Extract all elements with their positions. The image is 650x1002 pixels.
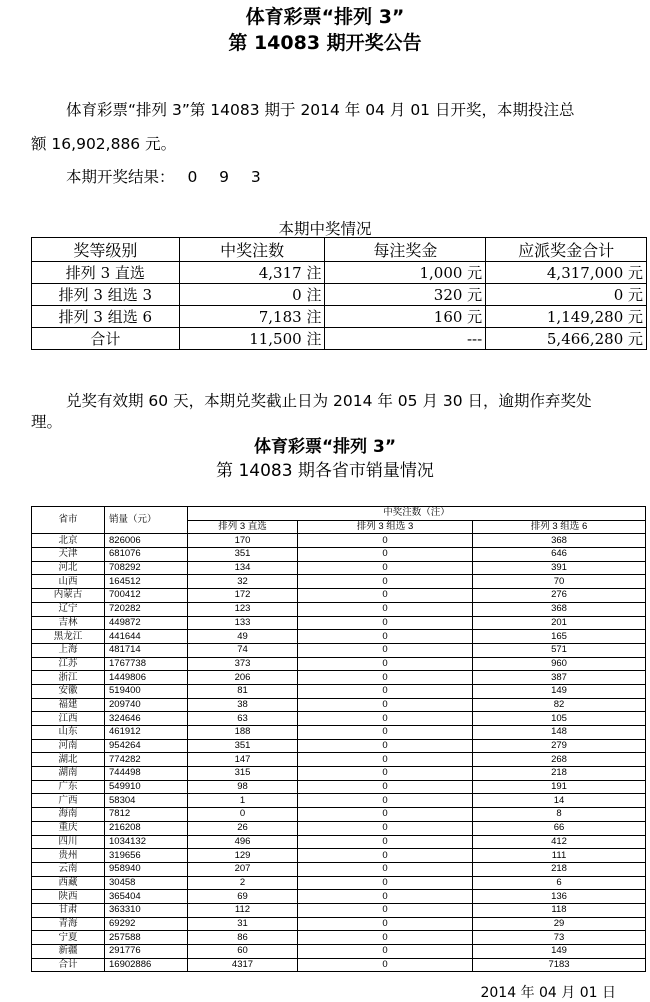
sales-cell: 519400: [105, 684, 188, 698]
sales-cell: 7812: [105, 808, 188, 822]
group3-header: 排列 3 组选 3: [298, 520, 473, 534]
group3-count-cell: 0: [298, 616, 473, 630]
group3-count-cell: 0: [298, 602, 473, 616]
group6-count-cell: 218: [473, 767, 646, 781]
sales-cell: 324646: [105, 712, 188, 726]
prize-count-cell: 0 注: [179, 284, 325, 306]
group6-count-cell: 191: [473, 780, 646, 794]
prize-total-cell: 1,149,280 元: [486, 306, 647, 328]
group3-count-cell: 0: [298, 561, 473, 575]
prize-table-row: [32, 284, 647, 306]
province-cell: 四川: [32, 835, 105, 849]
group6-count-cell: 646: [473, 548, 646, 562]
province-cell: 天津: [32, 548, 105, 562]
province-cell: 青海: [32, 917, 105, 931]
group3-count-cell: 0: [298, 835, 473, 849]
group6-count-cell: 165: [473, 630, 646, 644]
province-row: [32, 835, 646, 849]
province-cell: 湖南: [32, 767, 105, 781]
result-label: 本期开奖结果：: [66, 168, 175, 186]
province-cell: 西藏: [32, 876, 105, 890]
announcement-line-2: 额 16,902,886 元。: [31, 135, 177, 153]
province-cell: 辽宁: [32, 602, 105, 616]
province-row: [32, 780, 646, 794]
prize-total-cell: 0 元: [486, 284, 647, 306]
province-row: [32, 862, 646, 876]
group3-count-cell: 0: [298, 821, 473, 835]
group3-count-cell: 0: [298, 890, 473, 904]
province-cell: 宁夏: [32, 931, 105, 945]
province-cell: 浙江: [32, 671, 105, 685]
sales-cell: 30458: [105, 876, 188, 890]
province-row: [32, 534, 646, 548]
sales-cell: 700412: [105, 589, 188, 603]
straight-count-cell: 26: [188, 821, 298, 835]
province-row: [32, 903, 646, 917]
sales-cell: 319656: [105, 849, 188, 863]
prize-header-level: 奖等级别: [32, 238, 180, 262]
sales-cell: 744498: [105, 767, 188, 781]
group3-count-cell: 0: [298, 808, 473, 822]
straight-count-cell: 63: [188, 712, 298, 726]
group3-count-cell: 0: [298, 726, 473, 740]
province-row: [32, 739, 646, 753]
group3-count-cell: 0: [298, 712, 473, 726]
prize-header-total: 应派奖金合计: [486, 238, 647, 262]
province-row: [32, 794, 646, 808]
province-cell: 山东: [32, 726, 105, 740]
group6-count-cell: 387: [473, 671, 646, 685]
footer-date: 2014 年 04 月 01 日: [480, 985, 616, 1001]
prize-header-per-bet: 每注奖金: [325, 238, 486, 262]
province-row: [32, 849, 646, 863]
prize-count-cell: 11,500 注: [179, 328, 325, 350]
province-row: [32, 821, 646, 835]
straight-count-cell: 351: [188, 739, 298, 753]
province-cell: 黑龙江: [32, 630, 105, 644]
group3-count-cell: 0: [298, 589, 473, 603]
prize-header-count: 中奖注数: [179, 238, 325, 262]
province-header: 省市: [32, 507, 105, 534]
group3-count-cell: 0: [298, 945, 473, 959]
straight-count-cell: 147: [188, 753, 298, 767]
straight-count-cell: 81: [188, 684, 298, 698]
straight-count-cell: 2: [188, 876, 298, 890]
sales-cell: 16902886: [105, 958, 188, 972]
sales-cell: 291776: [105, 945, 188, 959]
sales-cell: 826006: [105, 534, 188, 548]
straight-count-cell: 69: [188, 890, 298, 904]
sales-cell: 363310: [105, 903, 188, 917]
province-cell: 云南: [32, 862, 105, 876]
province-row: [32, 616, 646, 630]
province-cell: 陕西: [32, 890, 105, 904]
prize-count-cell: 7,183 注: [179, 306, 325, 328]
prize-count-cell: 4,317 注: [179, 262, 325, 284]
sales-cell: 365404: [105, 890, 188, 904]
sales-cell: 449872: [105, 616, 188, 630]
province-cell: 广西: [32, 794, 105, 808]
prize-level-cell: 排列 3 组选 3: [32, 284, 180, 306]
straight-count-cell: 86: [188, 931, 298, 945]
straight-count-cell: 373: [188, 657, 298, 671]
prize-level-cell: 合计: [32, 328, 180, 350]
province-cell: 重庆: [32, 821, 105, 835]
province-cell: 河南: [32, 739, 105, 753]
province-cell: 山西: [32, 575, 105, 589]
straight-count-cell: 0: [188, 808, 298, 822]
group3-count-cell: 0: [298, 684, 473, 698]
group3-count-cell: 0: [298, 931, 473, 945]
straight-count-cell: 4317: [188, 958, 298, 972]
province-table-subtitle: 第 14083 期各省市销量情况: [216, 461, 434, 481]
province-row: [32, 753, 646, 767]
straight-count-cell: 112: [188, 903, 298, 917]
group6-header: 排列 3 组选 6: [473, 520, 646, 534]
group6-count-cell: 70: [473, 575, 646, 589]
prize-per-bet-cell: 320 元: [325, 284, 486, 306]
province-cell: 海南: [32, 808, 105, 822]
group3-count-cell: 0: [298, 780, 473, 794]
straight-count-cell: 170: [188, 534, 298, 548]
sales-cell: 774282: [105, 753, 188, 767]
prize-total-cell: 4,317,000 元: [486, 262, 647, 284]
straight-count-cell: 351: [188, 548, 298, 562]
province-row: [32, 726, 646, 740]
prize-level-cell: 排列 3 组选 6: [32, 306, 180, 328]
group6-count-cell: 66: [473, 821, 646, 835]
province-row: [32, 931, 646, 945]
sales-cell: 958940: [105, 862, 188, 876]
prize-per-bet-cell: ---: [325, 328, 486, 350]
notice-line-2: 理。: [31, 413, 63, 431]
sales-cell: 681076: [105, 548, 188, 562]
straight-header: 排列 3 直选: [188, 520, 298, 534]
group3-count-cell: 0: [298, 671, 473, 685]
province-cell: 新疆: [32, 945, 105, 959]
group6-count-cell: 14: [473, 794, 646, 808]
province-cell: 合计: [32, 958, 105, 972]
group3-count-cell: 0: [298, 739, 473, 753]
straight-count-cell: 31: [188, 917, 298, 931]
prize-table-row: [32, 262, 647, 284]
group3-count-cell: 0: [298, 630, 473, 644]
straight-count-cell: 123: [188, 602, 298, 616]
straight-count-cell: 134: [188, 561, 298, 575]
group6-count-cell: 368: [473, 602, 646, 616]
province-row: [32, 548, 646, 562]
result-line: [66, 167, 261, 187]
group6-count-cell: 73: [473, 931, 646, 945]
province-row: [32, 767, 646, 781]
group6-count-cell: 571: [473, 643, 646, 657]
group3-count-cell: 0: [298, 534, 473, 548]
prize-table-row: [32, 306, 647, 328]
straight-count-cell: 207: [188, 862, 298, 876]
prize-total-cell: 5,466,280 元: [486, 328, 647, 350]
province-cell: 贵州: [32, 849, 105, 863]
group3-count-cell: 0: [298, 643, 473, 657]
group6-count-cell: 118: [473, 903, 646, 917]
group6-count-cell: 6: [473, 876, 646, 890]
announcement-line-1: 体育彩票“排列 3”第 14083 期于 2014 年 04 月 01 日开奖，本期投注总: [66, 101, 575, 119]
sales-cell: 708292: [105, 561, 188, 575]
group6-count-cell: 218: [473, 862, 646, 876]
province-row: [32, 643, 646, 657]
province-cell: 安徽: [32, 684, 105, 698]
group3-count-cell: 0: [298, 794, 473, 808]
group6-count-cell: 960: [473, 657, 646, 671]
province-row: [32, 890, 646, 904]
group3-count-cell: 0: [298, 548, 473, 562]
straight-count-cell: 1: [188, 794, 298, 808]
group3-count-cell: 0: [298, 657, 473, 671]
province-cell: 上海: [32, 643, 105, 657]
province-row: [32, 630, 646, 644]
group3-count-cell: 0: [298, 958, 473, 972]
straight-count-cell: 60: [188, 945, 298, 959]
province-cell: 吉林: [32, 616, 105, 630]
straight-count-cell: 38: [188, 698, 298, 712]
group3-count-cell: 0: [298, 849, 473, 863]
province-row: [32, 602, 646, 616]
group6-count-cell: 111: [473, 849, 646, 863]
province-cell: 河北: [32, 561, 105, 575]
sales-cell: 216208: [105, 821, 188, 835]
group6-count-cell: 105: [473, 712, 646, 726]
group6-count-cell: 82: [473, 698, 646, 712]
province-row: [32, 657, 646, 671]
sales-cell: 257588: [105, 931, 188, 945]
prize-level-cell: 排列 3 直选: [32, 262, 180, 284]
straight-count-cell: 49: [188, 630, 298, 644]
province-cell: 广东: [32, 780, 105, 794]
sales-cell: 164512: [105, 575, 188, 589]
straight-count-cell: 496: [188, 835, 298, 849]
straight-count-cell: 133: [188, 616, 298, 630]
group6-count-cell: 412: [473, 835, 646, 849]
prize-per-bet-cell: 160 元: [325, 306, 486, 328]
group6-count-cell: 136: [473, 890, 646, 904]
group3-count-cell: 0: [298, 575, 473, 589]
province-row: [32, 575, 646, 589]
province-row: [32, 917, 646, 931]
prize-table-header-row: [32, 238, 647, 262]
prize-table-row: [32, 328, 647, 350]
winning-count-header: 中奖注数（注）: [188, 507, 646, 521]
straight-count-cell: 206: [188, 671, 298, 685]
province-row: [32, 808, 646, 822]
sales-header: 销量（元）: [105, 507, 188, 534]
group6-count-cell: 149: [473, 684, 646, 698]
group6-count-cell: 279: [473, 739, 646, 753]
prize-table: [31, 237, 647, 350]
province-row: [32, 698, 646, 712]
page-subtitle: 第 14083 期开奖公告: [228, 32, 422, 54]
straight-count-cell: 129: [188, 849, 298, 863]
result-numbers: 0 9 3: [187, 168, 261, 186]
province-cell: 湖北: [32, 753, 105, 767]
straight-count-cell: 172: [188, 589, 298, 603]
sales-cell: 720282: [105, 602, 188, 616]
sales-cell: 549910: [105, 780, 188, 794]
group6-count-cell: 268: [473, 753, 646, 767]
group6-count-cell: 149: [473, 945, 646, 959]
province-sales-table: [31, 506, 646, 972]
group6-count-cell: 391: [473, 561, 646, 575]
straight-count-cell: 74: [188, 643, 298, 657]
straight-count-cell: 98: [188, 780, 298, 794]
province-row: [32, 684, 646, 698]
province-table-title: 体育彩票“排列 3”: [253, 437, 397, 457]
province-cell: 内蒙古: [32, 589, 105, 603]
sales-cell: 954264: [105, 739, 188, 753]
sales-cell: 441644: [105, 630, 188, 644]
sales-cell: 1767738: [105, 657, 188, 671]
group6-count-cell: 201: [473, 616, 646, 630]
group6-count-cell: 368: [473, 534, 646, 548]
group3-count-cell: 0: [298, 698, 473, 712]
group3-count-cell: 0: [298, 753, 473, 767]
group6-count-cell: 276: [473, 589, 646, 603]
sales-cell: 1034132: [105, 835, 188, 849]
prize-per-bet-cell: 1,000 元: [325, 262, 486, 284]
page-title: 体育彩票“排列 3”: [245, 6, 405, 28]
notice-line-1: 兑奖有效期 60 天，本期兑奖截止日为 2014 年 05 月 30 日，逾期作弃奖处: [66, 392, 592, 410]
sales-cell: 209740: [105, 698, 188, 712]
group3-count-cell: 0: [298, 876, 473, 890]
prize-table-caption: 本期中奖情况: [278, 220, 372, 238]
province-cell: 江苏: [32, 657, 105, 671]
group6-count-cell: 29: [473, 917, 646, 931]
sales-cell: 69292: [105, 917, 188, 931]
province-cell: 甘肃: [32, 903, 105, 917]
group3-count-cell: 0: [298, 767, 473, 781]
province-row: [32, 712, 646, 726]
straight-count-cell: 315: [188, 767, 298, 781]
group6-count-cell: 148: [473, 726, 646, 740]
province-row: [32, 671, 646, 685]
province-row: [32, 958, 646, 972]
province-cell: 福建: [32, 698, 105, 712]
sales-cell: 58304: [105, 794, 188, 808]
province-row: [32, 945, 646, 959]
sales-cell: 1449806: [105, 671, 188, 685]
straight-count-cell: 32: [188, 575, 298, 589]
sales-cell: 481714: [105, 643, 188, 657]
group6-count-cell: 7183: [473, 958, 646, 972]
straight-count-cell: 188: [188, 726, 298, 740]
group3-count-cell: 0: [298, 862, 473, 876]
group6-count-cell: 8: [473, 808, 646, 822]
sales-cell: 461912: [105, 726, 188, 740]
group3-count-cell: 0: [298, 903, 473, 917]
province-cell: 北京: [32, 534, 105, 548]
province-row: [32, 561, 646, 575]
province-cell: 江西: [32, 712, 105, 726]
province-row: [32, 876, 646, 890]
group3-count-cell: 0: [298, 917, 473, 931]
province-row: [32, 589, 646, 603]
